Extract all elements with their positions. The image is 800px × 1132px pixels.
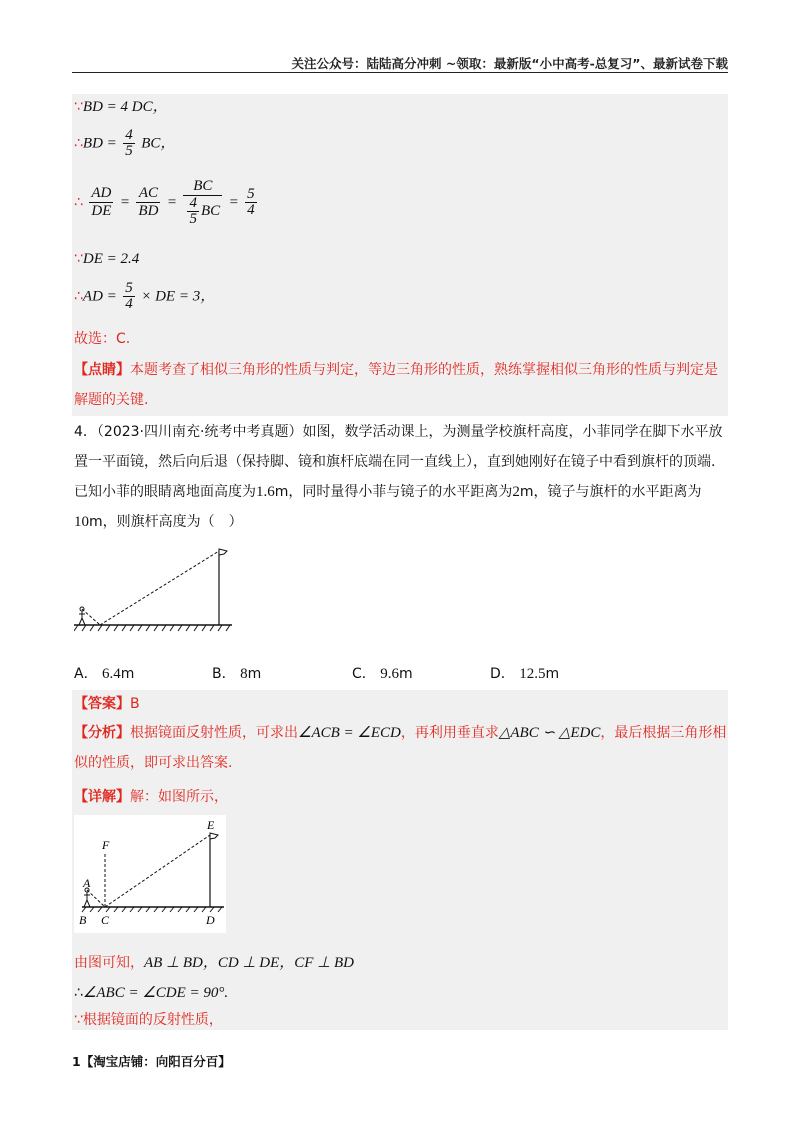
option-a[interactable]: A． 6.4m xyxy=(74,666,135,682)
answer-line: 【答案】B xyxy=(74,696,140,712)
page-footer: 1【淘宝店铺：向阳百分百】 xyxy=(72,1054,231,1069)
analysis-paragraph: 【分析】根据镜面反射性质，可求出∠ACB = ∠ECD，再利用垂直求△ABC ∽ △EDC，最后根据三角形相似的性质，即可求出答案. xyxy=(74,725,727,771)
ground-hatching xyxy=(74,625,230,631)
header-divider xyxy=(72,72,728,73)
label-c: C xyxy=(101,913,110,927)
solution-line-5: ∴AD = $\frac{5}{4}$ × DE = 3， xyxy=(74,280,216,312)
label-a: A xyxy=(83,876,91,890)
person-figure xyxy=(79,607,85,625)
derivation-line-3: ∵根据镜面的反射性质， xyxy=(74,1012,223,1028)
question-figure xyxy=(74,545,234,635)
derivation-line-1: 由图可知，AB ⊥ BD，CD ⊥ DE，CF ⊥ BD xyxy=(74,955,355,971)
solution-choice: 故选：C. xyxy=(74,331,131,347)
page-header: 关注公众号：陆陆高分冲刺 ~领取：最新版“小中高考-总复习”、最新试卷下载 xyxy=(291,56,728,71)
flag-icon xyxy=(219,549,227,555)
option-d[interactable]: D． 12.5m xyxy=(490,666,560,682)
option-b[interactable]: B． 8m xyxy=(212,666,262,682)
detail-figure xyxy=(74,815,226,933)
detail-line: 【详解】解：如图所示， xyxy=(74,789,228,805)
incident-ray xyxy=(82,609,100,625)
incident-ray xyxy=(87,890,105,907)
solution-line-4: ∵DE = 2.4 xyxy=(74,251,140,267)
solution-line-3: ∴ $\frac{AD}{DE}$ = $\frac{AC}{BD}$ = BC $\frac{4}{5}$ BC = $\frac{5}{4}$ xyxy=(74,178,255,227)
solution-line-2: ∴BD = $\frac{4}{5}$ BC， xyxy=(74,127,176,159)
person-figure xyxy=(84,888,90,907)
flag-icon xyxy=(210,833,218,839)
reflected-ray xyxy=(100,551,219,625)
reflected-ray xyxy=(105,835,210,907)
label-f: F xyxy=(102,838,110,852)
derivation-line-2: ∴∠ABC = ∠CDE = 90°. xyxy=(74,985,229,1001)
option-c[interactable]: C． 9.6m xyxy=(352,666,413,682)
label-b: B xyxy=(79,913,87,927)
question-4: 4．（2023·四川南充·统考中考真题）如图，数学活动课上，为测量学校旗杆高度，小菲同学在脚下水平放置一平面镜，然后向后退（保持脚、镜和旗杆底端在同一直线上），直到她刚好在镜子中看到旗杆的顶端. 已知小菲的眼睛离地面高度为1.6m，同时量得小菲与镜子的水平距离为2m，镜子与旗杆的水平距离为10m，则旗杆高度为（ ） xyxy=(74,424,723,530)
solution-line-1: ∵BD = 4 DC， xyxy=(74,99,168,115)
label-e: E xyxy=(207,818,215,832)
label-d: D xyxy=(206,913,215,927)
solution-comment: 【点睛】本题考查了相似三角形的性质与判定，等边三角形的性质，熟练掌握相似三角形的性质与判定是解题的关键. xyxy=(74,362,718,408)
